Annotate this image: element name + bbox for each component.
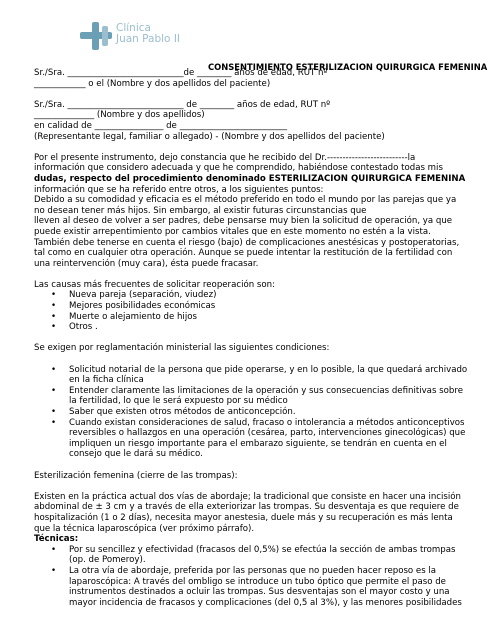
list-item [34, 386, 474, 397]
list-item-text: Entender claramente las limitaciones de la operación y sus consecuencias definitivas sobre [69, 385, 463, 396]
text-line: Sr./Sra. ___________________________de ________ años de edad, RUT nº [34, 68, 328, 78]
text-line: ______________ (Nombre y dos apellidos) [34, 110, 205, 121]
text-line: no desean tener más hijos. Sin embargo, al existir futuras circunstancias que [34, 205, 367, 216]
text-line: dudas, respecto del procedimiento denominado ESTERILIZACION QUIRURGICA FEMENINA [34, 173, 466, 184]
text-line: lleven al deseo de volver a ser padres, debe pensarse muy bien la solicitud de operación, ya que [34, 216, 453, 227]
text-line: una reintervención (muy cara), ésta puede fracasar. [34, 258, 259, 269]
list-item [34, 301, 474, 312]
bullet-icon: • [51, 301, 57, 312]
text-line: abdominal de ± 3 cm y a través de ella exteriorizar las trompas. Su desventaja es que requiere de [34, 502, 459, 513]
list-item [34, 545, 474, 556]
list-item-continuation: consejo que le dará su médico. [69, 449, 203, 460]
text-line: información que considero adecuada y que he comprendido, habiéndose contestado todas mis [34, 163, 443, 174]
list-item-continuation: en la ficha clínica [69, 375, 144, 386]
list-item [34, 290, 474, 301]
bullet-icon: • [51, 311, 57, 322]
text-line: información que se ha referido entre otros, a los siguientes puntos: [34, 184, 324, 195]
clinic-logo-icon [80, 22, 114, 52]
list-item [34, 322, 474, 333]
list-item-continuation: instrumentos destinados a ocluir las trompas. Sus desventajas son el mayor costo y una [69, 587, 450, 598]
text-line: tal como en cualquier otra operación. Aunque se puede intentar la restitución de la fertilidad con [34, 248, 453, 259]
list-item-text: Muerte o alejamiento de hijos [69, 311, 197, 322]
list-item [34, 312, 474, 323]
bullet-icon: • [51, 544, 57, 555]
text-line: Debido a su comodidad y eficacia es el método preferido en todo el mundo por las parejas que ya [34, 195, 457, 206]
list-item-continuation: reversibles o hallazgos en una operación (cesárea, parto, intervenciones ginecológicas) que [69, 428, 466, 439]
text-line: También debe tenerse en cuenta el riesgo (bajo) de complicaciones anestésicas y postoperatorias, [34, 237, 460, 248]
text-line: hospitalización (1 o 2 días), necesita mayor anestesia, duele más y su recuperación es más lenta [34, 512, 453, 523]
text-line: ____________ o el (Nombre y dos apellidos del paciente) [34, 78, 271, 89]
list-item-text: La otra vía de abordaje, preferida por las personas que no pueden hacer reposo es la [69, 565, 437, 576]
bullet-icon: • [51, 407, 57, 417]
list-item [34, 566, 474, 577]
bullet-icon: • [51, 290, 57, 301]
bullet-icon: • [51, 417, 57, 428]
text-line: Existen en la práctica actual dos vías de abordaje; la tradicional que consiste en hacer una incisión [34, 491, 461, 502]
list-item-continuation: mayor incidencia de fracasos y complicaciones (del 0,5 al 3%), y las menores posibilidades [69, 597, 462, 608]
blank-line [34, 89, 474, 100]
clinic-logo-text [116, 23, 180, 45]
text-line: puede existir arrepentimiento por cambios vitales que en este momento no estén a la vista. [34, 226, 431, 237]
text-line: Esterilización femenina (cierre de las trompas): [34, 470, 238, 481]
text-line: Se exigen por reglamentación ministerial las siguientes condiciones: [34, 343, 330, 354]
text-line: en calidad de ________________ de _________________________ [34, 120, 287, 131]
document-body [34, 68, 474, 619]
logo-line-2: Juan Pablo II [116, 33, 181, 45]
blank-line [34, 354, 474, 365]
blank-line [34, 460, 474, 471]
list-item-text: Solicitud notarial de la persona que pide operarse, y en lo posible, la que quedará archivado [69, 364, 468, 375]
blank-line [34, 142, 474, 153]
list-item [34, 418, 474, 429]
list-item-continuation: la fertilidad, lo que le será expuesto por su médico [69, 396, 288, 407]
list-item-text: Otros . [69, 322, 98, 333]
blank-line [34, 481, 474, 492]
list-item-continuation: impliquen un riesgo importante para el embarazo siguiente, se tendrán en cuenta en el [69, 438, 447, 449]
list-item-text: Saber que existen otros métodos de anticoncepción. [69, 407, 296, 417]
list-item [34, 407, 474, 418]
blank-line [34, 269, 474, 280]
text-line: que la técnica laparoscópica (ver próximo párrafo). [34, 523, 255, 534]
section-heading: Técnicas: [34, 534, 79, 545]
bullet-icon: • [51, 565, 57, 576]
list-item-continuation [34, 608, 474, 619]
document-header [68, 20, 488, 72]
text-line: Sr./Sra. ___________________________ de ________ años de edad, RUT nº [34, 99, 331, 110]
bullet-icon: • [51, 322, 57, 333]
document-title: CONSENTIMIENTO ESTERILIZACION QUIRURGICA FEMENINA [208, 62, 488, 72]
text-line: Las causas más frecuentes de solicitar reoperación son: [34, 279, 275, 290]
logo-line-1: Clínica [116, 22, 151, 34]
list-item-continuation: (op. de Pomeroy). [69, 555, 146, 566]
list-item-text: Por su sencillez y efectividad (fracasos del 0,5%) se efectúa la sección de ambas trompas [69, 544, 456, 555]
blank-line [34, 333, 474, 344]
text-line: (Representante legal, familiar o allegado) - (Nombre y dos apellidos del paciente) [34, 131, 385, 142]
bullet-icon: • [51, 364, 57, 375]
list-item-text: Cuando existan consideraciones de salud, fracaso o intolerancia a métodos anticonceptivos [69, 417, 465, 428]
text-line: Por el presente instrumento, dejo constancia que he recibido del Dr.--------------------------la [34, 152, 416, 163]
list-item-continuation: laparoscópica: A través del ombligo se introduce un tubo óptico que permite el paso de [69, 576, 446, 587]
list-item-text: Mejores posibilidades económicas [69, 301, 216, 312]
list-item-text: Nueva pareja (separación, viudez) [69, 290, 217, 301]
bullet-icon: • [51, 385, 57, 396]
list-item [34, 365, 474, 376]
